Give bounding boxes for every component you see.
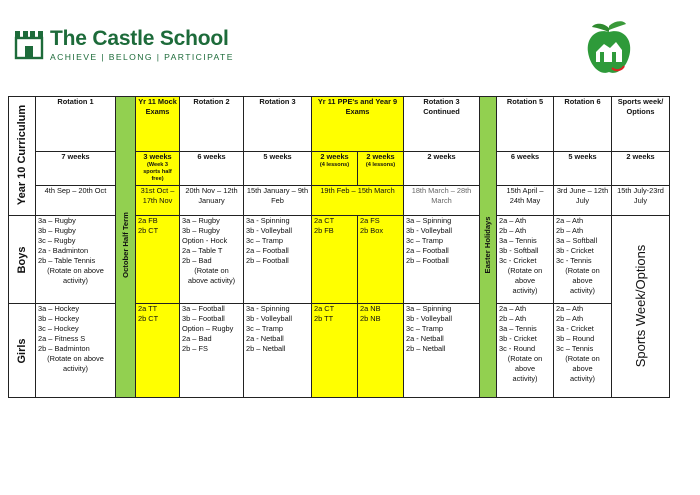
boys-rotation-1	[36, 216, 116, 304]
activity-line: above	[514, 364, 536, 373]
activity-line: 3b - Volleyball	[406, 226, 453, 235]
school-tagline: ACHIEVE | BELONG | PARTICIPATE	[50, 52, 234, 62]
activity-line: 2a - Netball	[406, 334, 444, 343]
girls-label-cell	[9, 304, 36, 398]
activity-line: 2b – Football	[406, 256, 449, 265]
october-half-term-label: October Half Term	[120, 212, 130, 278]
activity-line: 3a – Rugby	[38, 216, 76, 225]
weeks-rotation-3: 5 weeks	[244, 152, 312, 186]
activity-line: 3b - Volleyball	[406, 314, 453, 323]
easter-holidays-cell	[480, 97, 497, 398]
activity-line: 3a – Hockey	[38, 304, 80, 313]
activity-line: 3b – Rugby	[182, 226, 220, 235]
activity-line: 2b – FS	[182, 344, 208, 353]
header-rotation-1: Rotation 1	[36, 97, 116, 152]
weeks-ppe-1	[312, 152, 358, 186]
activity-line: 3a – Softball	[556, 236, 598, 245]
activity-line: 3c - Tennis	[556, 256, 592, 265]
dates-row	[9, 186, 670, 216]
boys-rotation-3	[244, 216, 312, 304]
activity-line: 3a – Tennis	[499, 236, 537, 245]
boys-label: Boys	[16, 246, 28, 273]
weeks-ppe-1-value: 2 weeks	[320, 152, 349, 161]
activity-line: 2b – Football	[246, 256, 289, 265]
activity-line: 3b – Round	[556, 334, 595, 343]
header-rotation-5: Rotation 5	[497, 97, 554, 152]
activity-line: 2a – Ath	[499, 216, 527, 225]
activity-line: 3c - Round	[499, 344, 536, 353]
activity-line: 3c - Cricket	[499, 256, 537, 265]
activity-line: 2a – Bad	[182, 334, 212, 343]
activity-line: 3b - Volleyball	[246, 314, 293, 323]
october-half-term-cell	[116, 97, 136, 398]
activity-line: 3b - Volleyball	[246, 226, 293, 235]
header-ppe-exams: Yr 11 PPE's and Year 9 Exams	[312, 97, 404, 152]
activity-line: 3c – Tramp	[246, 324, 283, 333]
activity-line: 3b - Cricket	[499, 334, 537, 343]
girls-row	[9, 304, 670, 398]
activity-line: 2b TT	[314, 314, 334, 323]
activity-line: activity)	[62, 364, 89, 373]
weeks-rotation-3-continued: 2 weeks	[404, 152, 480, 186]
activity-line: 2b – Ath	[499, 226, 527, 235]
weeks-ppe-2-value: 2 weeks	[366, 152, 395, 161]
dates-sports: 15th July-23rd July	[612, 186, 670, 216]
weeks-mock-note: (Week 3 sports half free)	[143, 162, 172, 182]
header-rotation-3-continued: Rotation 3 Continued	[404, 97, 480, 152]
activity-line: 2b CT	[138, 314, 159, 323]
weeks-rotation-5: 6 weeks	[497, 152, 554, 186]
apple-crest-icon	[582, 18, 636, 80]
activity-line: activity)	[512, 374, 538, 383]
weeks-row	[9, 152, 670, 186]
boys-row	[9, 216, 670, 304]
activity-line: 3b – Football	[182, 314, 225, 323]
weeks-mock-value: 3 weeks	[143, 152, 172, 161]
boys-mock	[136, 216, 180, 304]
activity-line: 2a FS	[360, 216, 380, 225]
activity-line: 2b – Ath	[499, 314, 527, 323]
dates-rotation-3: 15th January – 9th Feb	[244, 186, 312, 216]
activity-line: 2b – Ath	[556, 314, 584, 323]
activity-line: Option - Hock	[182, 236, 228, 245]
activity-line: 2a – Table T	[182, 246, 223, 255]
dates-ppe: 19th Feb – 15th March	[312, 186, 404, 216]
girls-rotation-3-continued	[404, 304, 480, 398]
girls-label: Girls	[16, 337, 28, 364]
activity-line: activity)	[569, 286, 596, 295]
activity-line: (Rotate on above	[47, 354, 104, 363]
activity-line: 3b - Softball	[499, 246, 539, 255]
boys-ppe-2	[358, 216, 404, 304]
activity-line: 2a CT	[314, 216, 335, 225]
activity-line: 2a – Football	[406, 246, 449, 255]
curriculum-label: Year 10 Curriculum	[16, 104, 28, 206]
activity-line: 3a – Football	[182, 304, 225, 313]
weeks-rotation-2: 6 weeks	[180, 152, 244, 186]
girls-rotation-6	[554, 304, 612, 398]
girls-rotation-3	[244, 304, 312, 398]
activity-line: 3b – Rugby	[38, 226, 76, 235]
activity-line: (Rotate on	[194, 266, 229, 275]
activity-line: activity)	[62, 276, 89, 285]
activity-line: 3b – Hockey	[38, 314, 80, 323]
weeks-ppe-2-note: (4 lessons)	[365, 162, 396, 168]
activity-line: 2a - Netball	[246, 334, 284, 343]
dates-rotation-6: 3rd June – 12th July	[554, 186, 612, 216]
school-logo	[14, 28, 234, 62]
activity-line: 3a - Spinning	[246, 216, 290, 225]
activity-line: 3c – Hockey	[38, 324, 79, 333]
activity-line: 2a – Football	[246, 246, 289, 255]
boys-rotation-5	[497, 216, 554, 304]
dates-rotation-1: 4th Sep – 20th Oct	[36, 186, 116, 216]
activity-line: 3a – Spinning	[406, 304, 452, 313]
activity-line: 2a – Ath	[556, 216, 584, 225]
header-mock-exams: Yr 11 Mock Exams	[136, 97, 180, 152]
activity-line: 2a NB	[360, 304, 381, 313]
activity-line: 2b Box	[360, 226, 384, 235]
boys-rotation-6	[554, 216, 612, 304]
activity-line: 2a - Badminton	[38, 246, 89, 255]
header-rotation-6: Rotation 6	[554, 97, 612, 152]
activity-line: 2a CT	[314, 304, 335, 313]
activity-line: 2a – Ath	[556, 304, 584, 313]
activity-line: above activity)	[187, 276, 236, 285]
activity-line: 2a – Ath	[499, 304, 527, 313]
activity-line: 2a FB	[138, 216, 158, 225]
girls-rotation-1	[36, 304, 116, 398]
activity-line: 3c – Tennis	[556, 344, 594, 353]
girls-rotation-2	[180, 304, 244, 398]
activity-line: activity)	[512, 286, 538, 295]
rotation-table	[8, 96, 670, 398]
activity-line: (Rotate on	[565, 354, 600, 363]
activity-line: 3c – Tramp	[246, 236, 283, 245]
activity-line: 2b – Badminton	[38, 344, 90, 353]
activity-line: above	[572, 276, 593, 285]
activity-line: 3c – Rugby	[38, 236, 76, 245]
activity-line: 3a - Spinning	[246, 304, 290, 313]
activity-line: Option – Rugby	[182, 324, 234, 333]
activity-line: 3a – Tennis	[499, 324, 537, 333]
activity-line: (Rotate on	[565, 266, 600, 275]
weeks-sports: 2 weeks	[612, 152, 670, 186]
weeks-ppe-2	[358, 152, 404, 186]
castle-icon	[14, 28, 44, 60]
header-sports-week: Sports week/ Options	[612, 97, 670, 152]
weeks-rotation-6: 5 weeks	[554, 152, 612, 186]
header-rotation-3: Rotation 3	[244, 97, 312, 152]
activity-line: 2a TT	[138, 304, 158, 313]
header-rotation-2: Rotation 2	[180, 97, 244, 152]
weeks-mock	[136, 152, 180, 186]
girls-ppe-2	[358, 304, 404, 398]
activity-line: 2b – Bad	[182, 256, 212, 265]
dates-rotation-5: 15th April – 24th May	[497, 186, 554, 216]
header-row	[9, 97, 670, 152]
dates-rotation-2: 20th Nov – 12th January	[180, 186, 244, 216]
school-name: The Castle School	[50, 27, 229, 50]
activity-line: 2a – Fitness S	[38, 334, 86, 343]
girls-ppe-1	[312, 304, 358, 398]
sports-options-label: Sports Week/Options	[632, 244, 648, 368]
dates-rotation-3-continued: 18th March – 28th March	[404, 186, 480, 216]
boys-rotation-3-continued	[404, 216, 480, 304]
activity-line: 3a – Spinning	[406, 216, 452, 225]
boys-ppe-1	[312, 216, 358, 304]
activity-line: 2b NB	[360, 314, 381, 323]
activity-line: 2b – Table Tennis	[38, 256, 96, 265]
curriculum-label-cell	[9, 97, 36, 216]
activity-line: above	[514, 276, 536, 285]
activity-line: 2b – Ath	[556, 226, 584, 235]
boys-rotation-2	[180, 216, 244, 304]
activity-line: 3c – Tramp	[406, 324, 443, 333]
activity-line: 2b – Netball	[246, 344, 286, 353]
activity-line: (Rotate on	[507, 354, 543, 363]
activity-line: 2b FB	[314, 226, 334, 235]
activity-line: 3a - Cricket	[556, 324, 594, 333]
activity-line: above	[572, 364, 593, 373]
activity-line: 3c – Tramp	[406, 236, 443, 245]
girls-mock	[136, 304, 180, 398]
activity-line: 3a – Rugby	[182, 216, 220, 225]
sports-options-cell	[612, 216, 670, 398]
activity-line: (Rotate on above	[47, 266, 104, 275]
girls-rotation-5	[497, 304, 554, 398]
weeks-ppe-1-note: (4 lessons)	[319, 162, 350, 168]
boys-label-cell	[9, 216, 36, 304]
activity-line: activity)	[569, 374, 596, 383]
activity-line: 2b – Netball	[406, 344, 446, 353]
activity-line: (Rotate on	[507, 266, 543, 275]
activity-line: 3b - Cricket	[556, 246, 594, 255]
easter-holidays-label: Easter Holidays	[483, 216, 492, 274]
weeks-rotation-1: 7 weeks	[36, 152, 116, 186]
dates-mock: 31st Oct – 17th Nov	[136, 186, 180, 216]
activity-line: 2b CT	[138, 226, 159, 235]
